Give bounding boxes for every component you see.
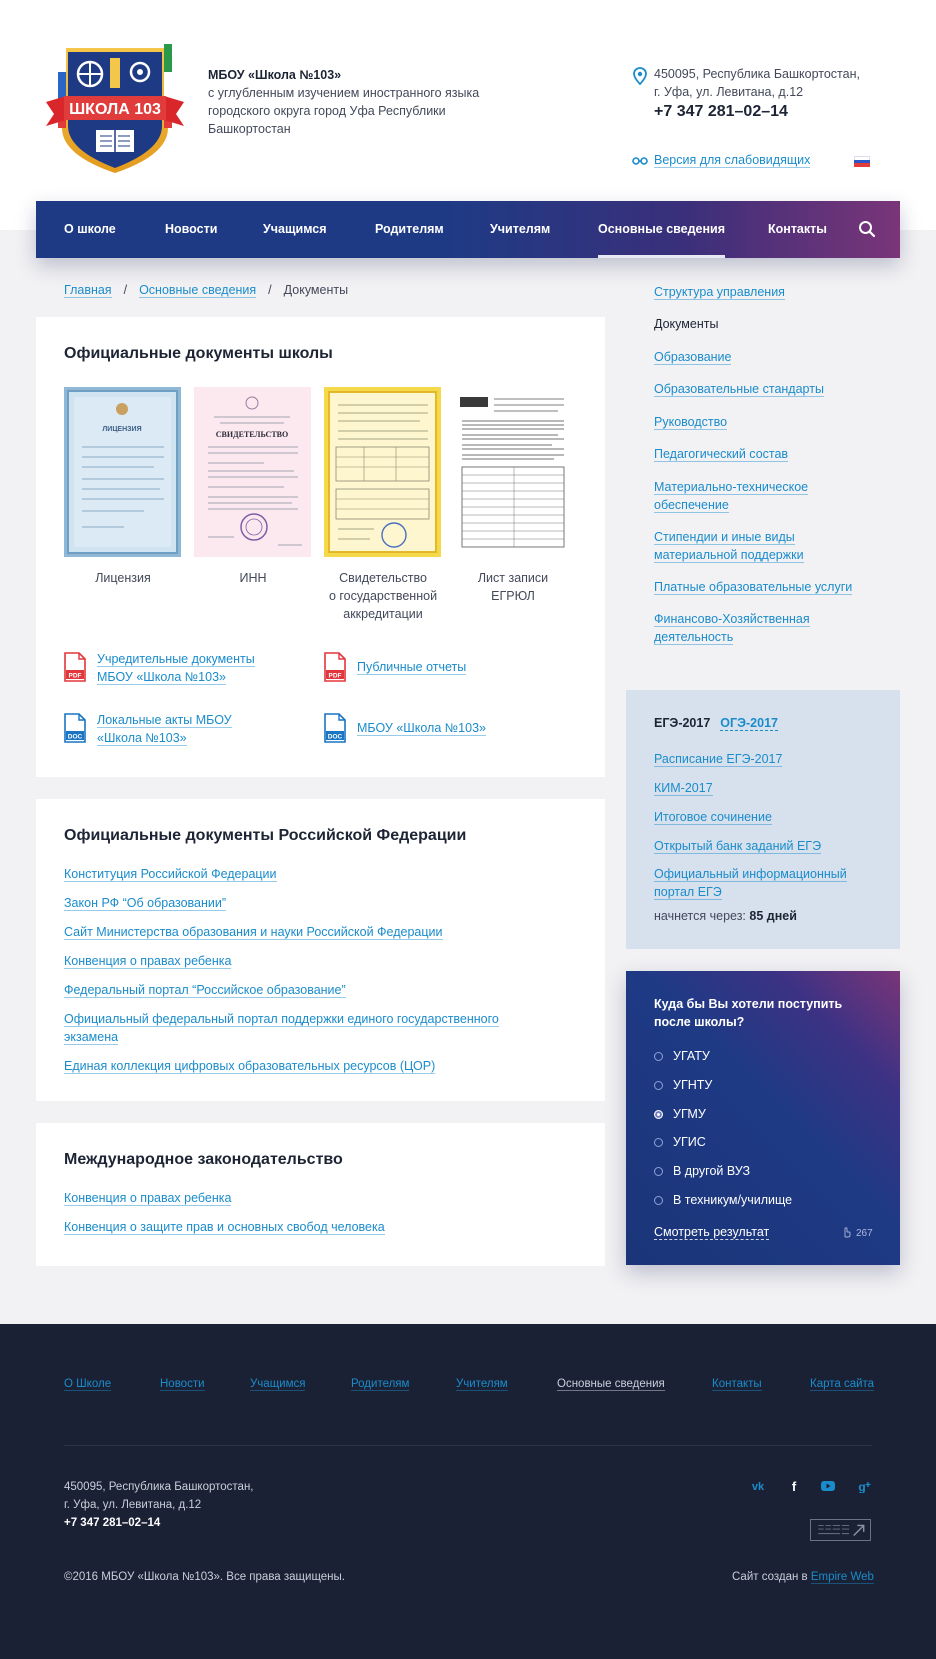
file-label[interactable]: Локальные акты МБОУ — [97, 713, 232, 727]
rf-link[interactable]: Сайт Министерства образования и науки Российской Федерации — [64, 925, 443, 939]
sidebar-item-documents[interactable]: Документы — [654, 317, 719, 331]
radio-button[interactable] — [654, 1081, 663, 1090]
radio-button[interactable] — [654, 1196, 663, 1205]
site-header — [0, 0, 936, 230]
poll-widget — [626, 971, 900, 1265]
footer-nav-news[interactable]: Новости — [160, 1378, 205, 1390]
caption-line: Свидетельство — [339, 571, 427, 585]
nav-item-students[interactable]: Учащимся — [263, 222, 327, 236]
ege-widget — [626, 690, 900, 949]
svg-text:f: f — [791, 1479, 797, 1493]
school-name: МБОУ «Школа №103» — [208, 68, 342, 82]
sidebar-item-scholarships[interactable]: Стипендии и иные виды — [654, 530, 795, 544]
poll-option[interactable] — [654, 1193, 792, 1207]
nav-item-parents[interactable]: Родителям — [375, 222, 444, 236]
caption-line: аккредитации — [343, 607, 423, 621]
sidebar-item-staff[interactable]: Педагогический состав — [654, 447, 789, 461]
poll-option[interactable] — [654, 1107, 706, 1121]
accreditation-thumbnail[interactable] — [324, 387, 441, 557]
radio-button[interactable] — [654, 1052, 663, 1061]
license-thumbnail[interactable] — [64, 387, 181, 557]
poll-option-label: УГИС — [673, 1135, 706, 1149]
file-label[interactable]: МБОУ «Школа №103» — [97, 670, 226, 684]
header-phone[interactable]: +7 347 281–02–14 — [654, 103, 788, 120]
russian-flag-icon[interactable] — [854, 156, 870, 167]
poll-vote-count — [843, 1227, 873, 1239]
caption-line: Лист записи — [477, 571, 549, 585]
egrul-caption — [448, 569, 578, 605]
breadcrumb-section[interactable]: Основные сведения — [139, 283, 257, 297]
rf-link[interactable]: Федеральный портал “Российское образование” — [64, 983, 346, 997]
countdown-label: начнется через: — [654, 909, 746, 923]
footer-address — [64, 1478, 254, 1532]
license-caption: Лицензия — [95, 571, 151, 585]
footer-nav-contacts[interactable]: Контакты — [712, 1378, 762, 1390]
address-line: 450095, Республика Башкортостан, — [64, 1481, 254, 1493]
breadcrumb-separator: / — [268, 283, 272, 297]
ege-link[interactable]: Открытый банк заданий ЕГЭ — [654, 839, 822, 853]
search-icon[interactable] — [858, 220, 876, 238]
ege-link[interactable]: портал ЕГЭ — [654, 885, 722, 899]
poll-option[interactable] — [654, 1164, 750, 1178]
poll-result-link[interactable]: Смотреть результат — [654, 1225, 770, 1239]
address-line: 450095, Республика Башкортостан, — [654, 67, 860, 81]
svg-text:DOC: DOC — [327, 733, 343, 741]
svg-text:DOC: DOC — [67, 733, 83, 741]
file-label[interactable]: МБОУ «Школа №103» — [357, 721, 486, 735]
inn-thumbnail[interactable] — [194, 387, 311, 557]
ege-countdown — [654, 909, 797, 923]
footer-nav-students[interactable]: Учащимся — [250, 1378, 306, 1390]
nav-item-about[interactable]: О школе — [64, 222, 116, 236]
section-title: Международное законодательство — [64, 1151, 343, 1168]
rf-link[interactable]: Закон РФ “Об образовании” — [64, 896, 227, 910]
poll-question-line: Куда бы Вы хотели поступить — [654, 997, 843, 1011]
file-label[interactable]: Учредительные документы — [97, 652, 255, 666]
google-plus-icon[interactable] — [856, 1479, 872, 1493]
sidebar-item-material[interactable]: обеспечение — [654, 498, 729, 512]
poll-option-label: В техникум/училище — [673, 1193, 793, 1207]
poll-option[interactable] — [654, 1078, 712, 1092]
countdown-value: 85 дней — [749, 909, 797, 923]
ege-link[interactable]: Официальный информационный — [654, 867, 847, 881]
footer-phone[interactable]: +7 347 281–02–14 — [64, 1517, 161, 1529]
made-by-label: Сайт создан в — [732, 1571, 808, 1583]
caption-line: ЕГРЮЛ — [491, 589, 535, 603]
footer-nav-parents[interactable]: Родителям — [351, 1378, 410, 1390]
nav-item-basic-info[interactable]: Основные сведения — [598, 201, 725, 258]
ege-link[interactable]: Итоговое сочинение — [654, 810, 772, 824]
svg-text:СВИДЕТЕЛЬСТВО: СВИДЕТЕЛЬСТВО — [215, 430, 289, 439]
poll-option-label: УГНТУ — [673, 1078, 713, 1092]
intl-link[interactable]: Конвенция о правах ребенка — [64, 1191, 232, 1205]
file-label[interactable]: «Школа №103» — [97, 731, 187, 745]
poll-option[interactable] — [654, 1049, 710, 1063]
main-nav — [36, 201, 900, 258]
section-title: Официальные документы школы — [64, 345, 333, 362]
youtube-icon[interactable] — [820, 1479, 836, 1493]
footer-nav-teachers[interactable]: Учителям — [456, 1378, 508, 1390]
sidebar-item-leadership[interactable]: Руководство — [654, 415, 728, 429]
tab-ege[interactable]: ЕГЭ-2017 — [654, 716, 711, 730]
hand-icon — [843, 1227, 851, 1238]
school-documents-card — [36, 317, 605, 777]
facebook-icon[interactable] — [786, 1479, 802, 1493]
poll-question — [654, 995, 874, 1031]
location-pin-icon — [633, 67, 647, 85]
svg-text:PDF: PDF — [68, 672, 82, 680]
sidebar-item-finance[interactable]: Финансово-Хозяйственная — [654, 612, 810, 626]
footer-nav-about[interactable]: О Школе — [64, 1378, 112, 1390]
made-by — [732, 1571, 874, 1583]
svg-text:PDF: PDF — [328, 672, 342, 680]
pdf-file-icon — [64, 652, 86, 682]
vk-icon[interactable] — [750, 1479, 766, 1493]
sidebar-item-finance[interactable]: деятельность — [654, 630, 734, 644]
address-line: г. Уфа, ул. Левитана, д.12 — [654, 85, 804, 99]
glasses-icon — [632, 156, 648, 166]
pdf-file-icon — [324, 652, 346, 682]
svg-text:g: g — [858, 1480, 866, 1493]
poll-option-label: УГАТУ — [673, 1049, 710, 1063]
svg-text:ШКОЛА 103: ШКОЛА 103 — [69, 101, 161, 118]
poll-question-line: после школы? — [654, 1015, 745, 1029]
vote-count-value: 267 — [856, 1228, 873, 1239]
poll-option[interactable] — [654, 1135, 706, 1149]
breadcrumb — [64, 282, 348, 298]
sidebar-item-material[interactable]: Материально-техническое — [654, 480, 809, 494]
accessibility-link[interactable] — [632, 152, 810, 168]
tab-oge[interactable]: ОГЭ-2017 — [720, 716, 778, 730]
inn-caption: ИНН — [239, 571, 267, 585]
radio-button[interactable] — [654, 1167, 663, 1176]
sidebar-item-scholarships[interactable]: материальной поддержки — [654, 548, 804, 562]
breadcrumb-separator: / — [123, 283, 128, 297]
radio-button-selected[interactable] — [654, 1110, 663, 1119]
rf-link[interactable]: экзамена — [64, 1030, 119, 1044]
poll-option-label: УГМУ — [673, 1107, 706, 1121]
rf-documents-card — [36, 799, 605, 1101]
nav-item-contacts[interactable]: Контакты — [768, 222, 827, 236]
sidebar-item-paid-services[interactable]: Платные образовательные услуги — [654, 580, 853, 594]
ege-link[interactable]: Расписание ЕГЭ-2017 — [654, 752, 783, 766]
school-logo[interactable] — [44, 40, 186, 175]
copyright: ©2016 МБОУ «Школа №103». Все права защищены. — [64, 1571, 345, 1583]
school-desc-line: Башкортостан — [208, 122, 291, 136]
made-by-link[interactable]: Empire Web — [810, 1571, 874, 1583]
intl-link[interactable]: Конвенция о защите прав и основных свобод человека — [64, 1220, 385, 1234]
footer-divider — [64, 1445, 872, 1446]
poll-option-label: В другой ВУЗ — [673, 1164, 750, 1178]
visitor-counter-badge[interactable] — [810, 1519, 871, 1541]
footer-nav-basic-info[interactable]: Основные сведения — [557, 1378, 665, 1390]
breadcrumb-home[interactable]: Главная — [64, 283, 112, 297]
rf-link[interactable]: Конвенция о правах ребенка — [64, 954, 232, 968]
rf-link[interactable]: Официальный федеральный портал поддержки единого государственного — [64, 1012, 499, 1026]
footer-nav-sitemap[interactable]: Карта сайта — [810, 1378, 875, 1390]
caption-line: о государственной — [328, 589, 438, 603]
breadcrumb-current: Документы — [283, 283, 349, 297]
svg-text:vk: vk — [751, 1481, 765, 1493]
site-footer — [0, 1324, 936, 1659]
rf-link[interactable]: Конституция Российской Федерации — [64, 867, 277, 881]
doc-file-icon — [64, 713, 86, 743]
sidebar-item-standards[interactable]: Образовательные стандарты — [654, 382, 824, 396]
sidebar-item-education[interactable]: Образование — [654, 350, 732, 364]
international-docs-card — [36, 1123, 605, 1266]
radio-button[interactable] — [654, 1138, 663, 1147]
school-info — [208, 66, 508, 138]
ege-link[interactable]: КИМ-2017 — [654, 781, 713, 795]
egrul-thumbnail[interactable] — [454, 387, 571, 557]
accreditation-caption — [318, 569, 448, 623]
section-title: Официальные документы Российской Федерации — [64, 827, 467, 844]
svg-text:ЛИЦЕНЗИЯ: ЛИЦЕНЗИЯ — [102, 426, 142, 433]
rf-link[interactable]: Единая коллекция цифровых образовательных ресурсов (ЦОР) — [64, 1059, 436, 1073]
file-label[interactable]: Публичные отчеты — [357, 660, 467, 674]
accessibility-label[interactable]: Версия для слабовидящих — [654, 153, 811, 167]
doc-file-icon — [324, 713, 346, 743]
address-line: г. Уфа, ул. Левитана, д.12 — [64, 1499, 202, 1511]
nav-item-teachers[interactable]: Учителям — [490, 222, 551, 236]
nav-item-news[interactable]: Новости — [165, 222, 218, 236]
ege-tabs — [654, 716, 778, 730]
school-desc-line: с углубленным изучением иностранного языка — [208, 86, 480, 100]
school-desc-line: городского округа город Уфа Республики — [208, 104, 446, 118]
sidebar-item-management[interactable]: Структура управления — [654, 285, 785, 299]
